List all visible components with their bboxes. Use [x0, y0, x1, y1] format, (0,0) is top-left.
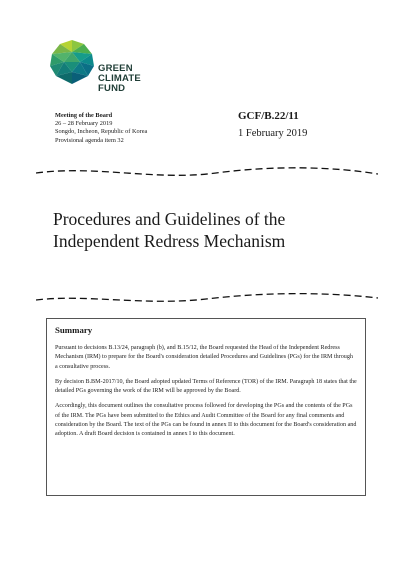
decorative-wave-divider-top — [36, 166, 378, 180]
decorative-wave-divider-bottom — [36, 292, 378, 306]
wordmark-line: CLIMATE — [98, 73, 141, 84]
gcf-globe-logo-icon — [48, 38, 96, 86]
title-line-1: Procedures and Guidelines of the — [53, 209, 286, 229]
summary-box — [46, 318, 366, 496]
meeting-name: Meeting of the Board — [55, 112, 113, 119]
summary-paragraph: Pursuant to decisions B.13/24, paragraph (b), and B.15/12, the Board requested the Head of the Independent Redress Mechanism (IRM) to prepare for the Board's consideration detailed Procedures and Guidelines (PGs) for the IRM through a consultative process. — [55, 345, 353, 370]
meeting-info — [55, 112, 147, 145]
document-date: 1 February 2019 — [238, 128, 308, 139]
wordmark-line: GREEN — [98, 63, 133, 74]
summary-paragraph: By decision B.BM-2017/10, the Board adopted updated Terms of Reference (TOR) of the IRM. Paragraph 18 states that the detailed PGs governing the work of the IRM will be approved by the Board. — [55, 378, 357, 395]
summary-paragraph: Accordingly, this document outlines the consultative process followed for developing the PGs and the contents of the PGs of the IRM. The PGs have been submitted to the Ethics and Audit Committee of the Board for any final comments and consideration by the Board. The text of the PGs can be found in annex II to this document for the Board's consideration and adoption. A draft Board decision is contained in annex I to this document. — [55, 403, 357, 438]
agenda-item: Provisional agenda item 32 — [55, 136, 124, 144]
wordmark-line: FUND — [98, 83, 126, 94]
title-line-2: Independent Redress Mechanism — [53, 231, 286, 251]
document-number: GCF/B.22/11 — [238, 110, 299, 122]
gcf-wordmark — [98, 64, 141, 94]
meeting-location: Songdo, Incheon, Republic of Korea — [55, 128, 148, 136]
summary-heading: Summary — [55, 325, 93, 335]
meeting-dates: 26 – 28 February 2019 — [55, 120, 113, 128]
document-title — [53, 208, 373, 252]
